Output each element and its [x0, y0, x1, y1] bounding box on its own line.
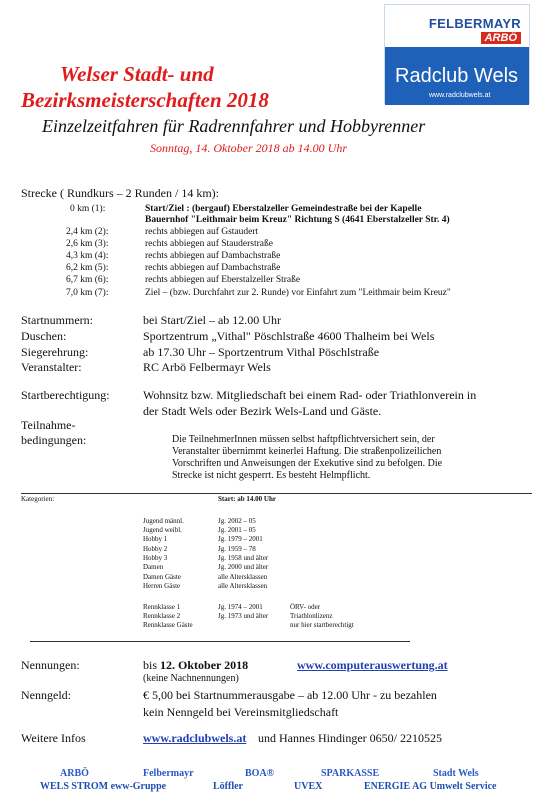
computerauswertung-link[interactable]: www.computerauswertung.at: [297, 658, 448, 672]
category-name: Hobby 2: [143, 545, 168, 553]
category-years: Jg. 1959 – 78: [218, 545, 256, 553]
veranstalter-label: Veranstalter:: [21, 360, 82, 374]
category-name: Damen: [143, 563, 164, 571]
category-name: Damen Gäste: [143, 573, 181, 581]
route-km: 2,6 km (3):: [66, 239, 109, 249]
route-text: Ziel – (bzw. Durchfahrt zur 2. Runde) vor Einfahrt zum "Leithmair beim Kreuz": [145, 288, 451, 298]
route-text: rechts abbiegen auf Dambachstraße: [145, 251, 281, 261]
sponsor-felbermayr: Felbermayr: [143, 768, 194, 779]
route-km: 7,0 km (7):: [66, 288, 109, 298]
category-name: Herren Gäste: [143, 582, 181, 590]
sponsor-boa: BOA®: [245, 768, 275, 779]
category-name: Jugend männl.: [143, 517, 184, 525]
title-line-2: Bezirksmeisterschaften 2018: [21, 88, 269, 112]
logo-club-name: Radclub Wels: [395, 65, 519, 87]
nennungen-value: [143, 658, 248, 673]
subtitle: Einzelzeitfahren für Radrennfahrer und Hobbyrenner: [42, 116, 426, 136]
title-line-1: Welser Stadt- und: [60, 62, 214, 86]
sponsor-sparkasse: SPARKASSE: [321, 768, 380, 779]
category-name: Rennklasse 1: [143, 603, 181, 611]
logo-brand: FELBERMAYR: [428, 16, 521, 31]
club-logo: [384, 4, 530, 104]
sponsor-loeffler: Löffler: [213, 781, 243, 792]
teilnahme-line: Strecke ist nicht gesperrt. Es besteht Helmpflicht.: [172, 470, 371, 481]
category-note: nur hier startberechtigt: [290, 621, 354, 629]
startberechtigung-line: Wohnsitz bzw. Mitgliedschaft bei einem Rad- oder Triathlonverein in: [143, 388, 477, 402]
category-name: Hobby 1: [143, 535, 168, 543]
duschen-label: Duschen:: [21, 329, 67, 343]
route-text: rechts abbiegen auf Gstaudert: [145, 227, 259, 237]
nennungen-label: Nennungen:: [21, 658, 80, 672]
startnummern-value: bei Start/Ziel – ab 12.00 Uhr: [143, 313, 281, 327]
category-name: Rennklasse 2: [143, 612, 181, 620]
logo-arbo: ARBÖ: [481, 32, 521, 44]
logo-top-band: [385, 5, 529, 45]
sponsor-wels-strom: WELS STROM eww-Gruppe: [40, 781, 167, 792]
category-name: Rennklasse Gäste: [143, 621, 193, 629]
radclubwels-link[interactable]: www.radclubwels.at: [143, 731, 247, 745]
nenngeld-line: € 5,00 bei Startnummerausgabe – ab 12.00 Uhr - zu bezahlen: [143, 688, 437, 702]
route-km: 6,7 km (6):: [66, 275, 109, 285]
siegerehrung-value: ab 17.30 Uhr – Sportzentrum Vithal Pöschlstraße: [143, 345, 380, 359]
category-years: Jg. 1979 – 2001: [218, 535, 263, 543]
divider: [30, 641, 410, 642]
route-text: Bauernhof "Leithmair beim Kreuz" Richtung S (4641 Eberstalzeller Str. 4): [145, 215, 450, 225]
category-years: Jg. 1958 und älter: [218, 554, 269, 562]
sponsor-uvex: UVEX: [294, 781, 323, 792]
teilnahme-line: Veranstalter übernimmt keinerlei Haftung. Die straßenpolizeilichen: [172, 446, 442, 457]
category-note: Triathlonlizenz: [290, 612, 333, 620]
nennungen-note: (keine Nachnennungen): [143, 673, 239, 684]
route-text: rechts abbiegen auf Eberstalzeller Straße: [145, 275, 301, 285]
route-text: rechts abbiegen auf Dambachstraße: [145, 263, 281, 273]
category-years: Jg. 1973 und älter: [218, 612, 269, 620]
divider: [21, 493, 532, 494]
logo-url: www.radclubwels.at: [429, 92, 491, 99]
sponsor-stadt-wels: Stadt Wels: [433, 768, 479, 779]
category-years: Jg. 1974 – 2001: [218, 603, 263, 611]
veranstalter-value: RC Arbö Felbermayr Wels: [143, 360, 271, 374]
route-text: Start/Ziel : (bergauf) Eberstalzeller Gemeindestraße bei der Kapelle: [145, 204, 422, 214]
teilnahme-line: Vorschriften und Anweisungen der Exekutive sind zu befolgen. Die: [172, 458, 443, 469]
category-note: ÖRV- oder: [290, 603, 321, 611]
sponsor-arbo: ARBÖ: [60, 768, 89, 779]
nennungen-deadline: 12. Oktober 2018: [160, 658, 249, 672]
teilnahme-label: bedingungen:: [21, 433, 87, 447]
route-text: rechts abbiegen auf Stauderstraße: [145, 239, 273, 249]
category-name: Jugend weibl.: [143, 526, 182, 534]
startberechtigung-label: Startberechtigung:: [21, 388, 110, 402]
route-heading: Strecke ( Rundkurs – 2 Runden / 14 km):: [21, 186, 219, 200]
categories-label: Kategorien:: [21, 495, 55, 503]
category-years: Jg. 2000 und älter: [218, 563, 269, 571]
category-name: Hobby 3: [143, 554, 168, 562]
category-years: Jg. 2001 – 05: [218, 526, 256, 534]
route-km: 2,4 km (2):: [66, 227, 109, 237]
category-years: alle Altersklassen: [218, 582, 268, 590]
teilnahme-label: Teilnahme-: [21, 418, 76, 432]
startnummern-label: Startnummern:: [21, 313, 93, 327]
event-date: Sonntag, 14. Oktober 2018 ab 14.00 Uhr: [150, 141, 347, 155]
teilnahme-line: Die TeilnehmerInnen müssen selbst haftpflichtversichert sein, der: [172, 434, 435, 445]
route-km: 4,3 km (4):: [66, 251, 109, 261]
route-km: 6,2 km (5):: [66, 263, 109, 273]
nennungen-prefix: bis: [143, 658, 161, 672]
category-years: Jg. 2002 – 05: [218, 517, 256, 525]
route-km: 0 km (1):: [70, 204, 106, 214]
categories-start: Start: ab 14.00 Uhr: [218, 495, 276, 503]
siegerehrung-label: Siegerehrung:: [21, 345, 89, 359]
sponsor-energie-ag: ENERGIE AG Umwelt Service: [364, 781, 497, 792]
logo-blue-band: [385, 47, 529, 105]
startberechtigung-line: der Stadt Wels oder Bezirk Wels-Land und Gäste.: [143, 404, 382, 418]
duschen-value: Sportzentrum „Vithal" Pöschlstraße 4600 Thalheim bei Wels: [143, 329, 435, 343]
nenngeld-line: kein Nenngeld bei Vereinsmitgliedschaft: [143, 705, 339, 719]
contact: und Hannes Hindinger 0650/ 2210525: [258, 731, 442, 745]
nenngeld-label: Nenngeld:: [21, 688, 71, 702]
weitere-label: Weitere Infos: [21, 731, 86, 745]
category-years: alle Altersklassen: [218, 573, 268, 581]
